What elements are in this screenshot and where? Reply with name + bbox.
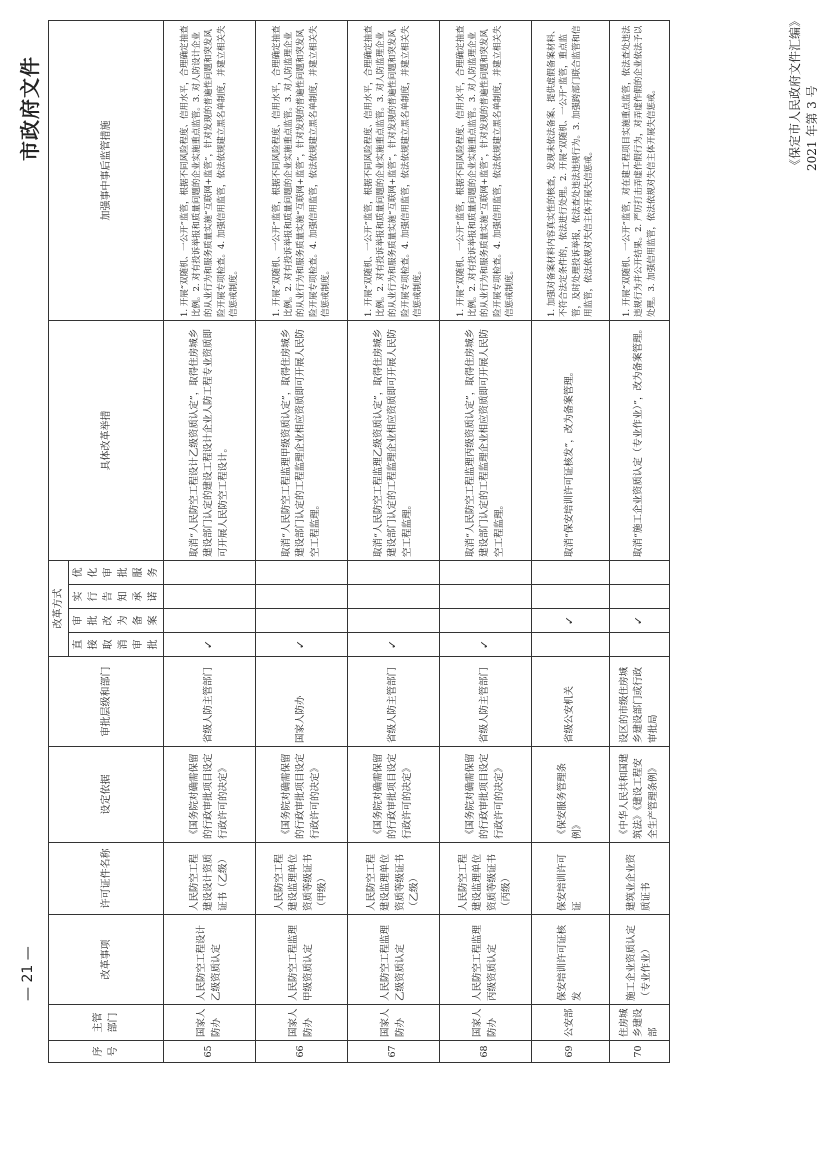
cell-mode-cancel: ✓: [164, 633, 256, 657]
table-header-row: [49, 21, 69, 1063]
cell-mode-promise: [532, 585, 610, 609]
cell-mode-cancel: ✓: [348, 633, 440, 657]
cell-level: 设区的市级住房城乡建设部门或行政审批局: [610, 657, 670, 747]
cell-dept: 公安部: [532, 1005, 610, 1041]
cell-dept: 国家人防办: [348, 1005, 440, 1041]
cell-mode-optimize: [440, 561, 532, 585]
cell-measures: 取消“保安培训许可证核发”，改为备案管理。: [532, 321, 610, 561]
cell-basis: 《国务院对确需保留的行政审批项目设定行政许可的决定》: [256, 747, 348, 843]
header-mode: 改革方式: [49, 561, 69, 657]
table-row: [256, 21, 348, 1063]
cell-item: 人民防空工程监理甲级资质认定: [256, 915, 348, 1005]
header-basis: 设定依据: [49, 747, 164, 843]
cell-item: 人民防空工程监理乙级资质认定: [348, 915, 440, 1005]
cell-dept: 国家人防办: [440, 1005, 532, 1041]
cell-basis: 《国务院对确需保留的行政审批项目设定行政许可的决定》: [440, 747, 532, 843]
table-row: [348, 21, 440, 1063]
cell-mode-cancel: [532, 633, 610, 657]
cell-mode-optimize: [532, 561, 610, 585]
reform-table: [48, 20, 670, 1063]
cell-measures: 取消“施工企业资质认定（专业作业）”，改为备案管理。: [610, 321, 670, 561]
cell-license: 建筑业企业资质证书: [610, 843, 670, 915]
cell-basis: 《国务院对确需保留的行政审批项目设定行政许可的决定》: [348, 747, 440, 843]
cell-license: 保安培训许可证: [532, 843, 610, 915]
cell-mode-filing: [164, 609, 256, 633]
cell-supervision: 1. 开展“双随机、一公开”监管，根据不同风险程度、信用水平，合理确定抽查比例。2. 对有投诉举报和质量问题的企业实施重点监管。3. 对人防设计企业的从业行为和服务质量实施“互联网+监管”，针对发现的普遍性问题和突发风险开展专项检查。4. 加强信用监管，依法依规建立黑名单制度，并建立相关失信惩戒制度。: [164, 21, 256, 321]
cell-dept: 国家人防办: [256, 1005, 348, 1041]
page-number: — 21 —: [20, 946, 36, 1001]
header-supervision: 加强事中事后监管措施: [49, 21, 164, 321]
cell-level: 省级人防主管部门: [440, 657, 532, 747]
cell-mode-filing: [440, 609, 532, 633]
cell-mode-filing: [348, 609, 440, 633]
cell-level: 省级人防主管部门: [164, 657, 256, 747]
table-row: [532, 21, 610, 1063]
header-seq: 序号: [49, 1041, 164, 1063]
cell-supervision: 1. 开展“双随机、一公开”监管，根据不同风险程度、信用水平，合理确定抽查比例。2. 对有投诉举报和质量问题的企业实施重点监管。3. 对人防监理企业的从业行为和服务质量实施“互联网+监管”，针对发现的普遍性问题和突发风险开展专项检查。4. 加强信用监管，依法依规建立黑名单制度，并建立相关失信惩戒制度。: [440, 21, 532, 321]
cell-dept: 住房城乡建设部: [610, 1005, 670, 1041]
cell-seq: 65: [164, 1041, 256, 1063]
cell-basis: 《保安服务管理条例》: [532, 747, 610, 843]
header-mode-optimize: 优化审批服务: [69, 561, 164, 585]
cell-license: 人民防空工程建设监理单位资质等级证书（乙级）: [348, 843, 440, 915]
cell-mode-filing: ✓: [532, 609, 610, 633]
cell-license: 人民防空工程建设监理单位资质等级证书（丙级）: [440, 843, 532, 915]
cell-mode-optimize: [164, 561, 256, 585]
header-item: 改革事项: [49, 915, 164, 1005]
cell-supervision: 1. 加强对备案材料内容真实性的核查，发现未依法备案、提供虚假备案材料、不符合法定条件的，依法进行处理。2. 开展“双随机、一公开”监管，重点监管，及时处理投诉举报，依法查处违法违规行为。3. 加强跨部门联合监管和信用监管，依法依规对失信主体开展失信惩戒。: [532, 21, 610, 321]
header-dept: 主管部门: [49, 1005, 164, 1041]
cell-supervision: 1. 开展“双随机、一公开”监管，根据不同风险程度、信用水平，合理确定抽查比例。2. 对有投诉举报和质量问题的企业实施重点监管。3. 对人防监理企业的从业行为和服务质量实施“互联网+监管”，针对发现的普遍性问题和突发风险开展专项检查。4. 加强信用监管，依法依规建立黑名单制度，并建立相关失信惩戒制度。: [348, 21, 440, 321]
cell-level: 省级公安机关: [532, 657, 610, 747]
cell-mode-optimize: [610, 561, 670, 585]
cell-item: 保安培训许可证核发: [532, 915, 610, 1005]
header-license: 许可证件名称: [49, 843, 164, 915]
cell-measures: 取消“人民防空工程监理甲级资质认定”，取得住房城乡建设部门认定的工程监理企业相应资质即可开展人民防空工程监理。: [256, 321, 348, 561]
cell-mode-filing: [256, 609, 348, 633]
cell-level: 省级人防主管部门: [348, 657, 440, 747]
cell-supervision: 1. 开展“双随机、一公开”监管，根据不同风险程度、信用水平，合理确定抽查比例。2. 对有投诉举报和质量问题的企业实施重点监管。3. 对人防监理企业的从业行为和服务质量实施“互联网+监管”，针对发现的普遍性问题和突发风险开展专项检查。4. 加强信用监管，依法依规建立黑名单制度，并建立相关失信惩戒制度。: [256, 21, 348, 321]
cell-license: 人民防空工程建设设计资质证书（乙级）: [164, 843, 256, 915]
cell-mode-promise: [164, 585, 256, 609]
cell-item: 施工企业资质认定（专业作业）: [610, 915, 670, 1005]
cell-mode-filing: ✓: [610, 609, 670, 633]
header-level: 审批层级和部门: [49, 657, 164, 747]
cell-mode-cancel: ✓: [256, 633, 348, 657]
cell-mode-optimize: [256, 561, 348, 585]
cell-seq: 69: [532, 1041, 610, 1063]
cell-measures: 取消“人民防空工程设计乙级资质认定”，取得住房城乡建设部门认定的建设工程设计企业人防工程专业资质即可开展人民防空工程设计。: [164, 321, 256, 561]
cell-measures: 取消“人民防空工程监理丙级资质认定”，取得住房城乡建设部门认定的工程监理企业相应资质即可开展人民防空工程监理。: [440, 321, 532, 561]
cell-mode-promise: [348, 585, 440, 609]
table-row: [440, 21, 532, 1063]
cell-mode-promise: [440, 585, 532, 609]
cell-dept: 国家人防办: [164, 1005, 256, 1041]
cell-mode-optimize: [348, 561, 440, 585]
cell-license: 人民防空工程建设监理单位资质等级证书（甲级）: [256, 843, 348, 915]
header-mode-cancel: 直接取消审批: [69, 633, 164, 657]
cell-item: 人民防空工程监理丙级资质认定: [440, 915, 532, 1005]
cell-seq: 68: [440, 1041, 532, 1063]
cell-seq: 67: [348, 1041, 440, 1063]
cell-measures: 取消“人民防空工程监理乙级资质认定”，取得住房城乡建设部门认定的工程监理企业相应资质即可开展人民防空工程监理。: [348, 321, 440, 561]
cell-level: 国家人防办: [256, 657, 348, 747]
header-measures: 具体改革举措: [49, 321, 164, 561]
cell-mode-cancel: [610, 633, 670, 657]
cell-basis: 《国务院对确需保留的行政审批项目设定行政许可的决定》: [164, 747, 256, 843]
cell-item: 人民防空工程设计乙级资质认定: [164, 915, 256, 1005]
cell-mode-promise: [256, 585, 348, 609]
header-mode-filing: 审批改为备案: [69, 609, 164, 633]
cell-basis: 《中华人民共和国建筑法》《建设工程安全生产管理条例》: [610, 747, 670, 843]
document-footer: 《保定市人民政府文件汇编》2021 年第 3 号: [788, 14, 819, 171]
header-mode-promise: 实行告知承诺: [69, 585, 164, 609]
cell-mode-promise: [610, 585, 670, 609]
cell-seq: 70: [610, 1041, 670, 1063]
cell-seq: 66: [256, 1041, 348, 1063]
table-row: [610, 21, 670, 1063]
page-title: 市政府文件: [18, 56, 42, 161]
cell-mode-cancel: ✓: [440, 633, 532, 657]
cell-supervision: 1. 开展“双随机、一公开”监管，对在建工程项目实施重点监管，依法查处违法违规行为并公开结果。2. 严厉打击弄虚作假行为，对弄虚作假的企业依法予以处理。3. 加强信用监管，依法依规对失信主体开展失信惩戒。: [610, 21, 670, 321]
table-row: [164, 21, 256, 1063]
